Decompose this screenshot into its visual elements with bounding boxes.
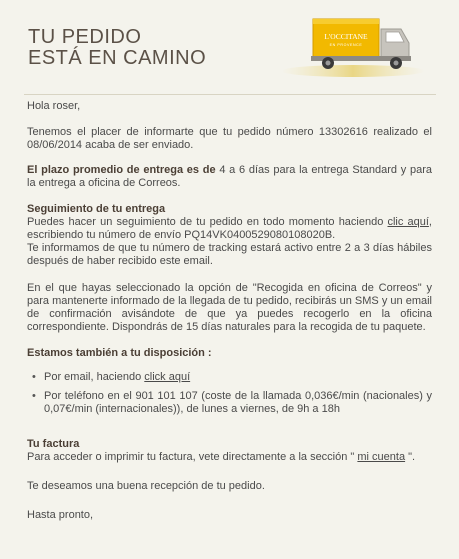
wish-paragraph: Te deseamos una buena recepción de tu pedido. — [27, 480, 265, 492]
tracking-heading — [27, 203, 432, 216]
delivery-time-text: 4 a 6 días para la entrega Standard y para la entrega a oficina de Correos. — [27, 164, 432, 189]
tracking-heading-text: Seguimiento de tu entrega — [27, 203, 166, 215]
email-contact-link[interactable]: click aquí — [144, 371, 191, 383]
delivery-truck-icon — [283, 13, 431, 79]
header-divider — [24, 94, 436, 95]
title-line-2: ESTÁ EN CAMINO — [28, 47, 207, 69]
contact-email-item — [44, 371, 432, 384]
contact-phone-item: • Por teléfono en el 901 101 107 (coste de la llamada 0,036€/min (nacionales) y 0,07€/min (internacionales)), de lunes a viernes, de 9h a 18h — [44, 390, 432, 416]
invoice-paragraph — [27, 451, 432, 464]
contact-email-text: Por email, haciendo — [44, 371, 145, 383]
email-header — [0, 0, 459, 84]
tracking-text-pre: Puedes hacer un seguimiento de tu pedido en todo momento haciendo — [27, 216, 388, 228]
invoice-heading-text: Tu factura — [27, 438, 80, 450]
my-account-link[interactable]: mi cuenta — [357, 451, 406, 463]
invoice-text-pre: Para acceder o imprimir tu factura, vete directamente a la sección " — [27, 451, 358, 463]
shipment-paragraph: Tenemos el placer de informarte que tu pedido número 13302616 realizado el 08/06/2014 acaba de ser enviado. — [27, 126, 432, 151]
tracking-text-post: , escribiendo tu número de envío PQ14VK0400529080108020B. — [27, 216, 432, 241]
availability-heading-text: Estamos también a tu disposición : — [27, 347, 212, 359]
page-title — [28, 27, 206, 69]
title-line-1: TU PEDIDO — [28, 26, 142, 48]
closing-text: Hasta pronto, — [27, 509, 94, 521]
email-body — [27, 100, 432, 522]
tracking-link[interactable]: clic aquí — [387, 216, 429, 228]
greeting: Hola roser, — [27, 100, 81, 112]
delivery-time-paragraph — [27, 164, 432, 190]
delivery-time-label: El plazo promedio de entrega es de — [27, 164, 216, 176]
invoice-text-post: ". — [405, 451, 416, 463]
truck-brand-subtext: EN PROVENCE — [329, 43, 363, 47]
correos-paragraph: En el que hayas seleccionado la opción de "Recogida en oficina de Correos" y para mantenerte informado de la llegada de tu pedido, recibirás un SMS y un email de confirmación avisándote de que ya puedes recogerlo en la oficina correspondiente. Dispondrás de 15 días naturales para la recogida de tu paquete. — [27, 282, 432, 333]
tracking-info: Te informamos de que tu número de tracking estará activo entre 2 a 3 días hábiles después de haber recibido este email. — [27, 242, 432, 267]
availability-heading — [27, 347, 432, 360]
contact-list — [27, 371, 432, 416]
truck-brand-text: L'OCCITANE — [324, 32, 368, 41]
invoice-heading — [27, 438, 432, 451]
tracking-paragraph — [27, 216, 432, 242]
